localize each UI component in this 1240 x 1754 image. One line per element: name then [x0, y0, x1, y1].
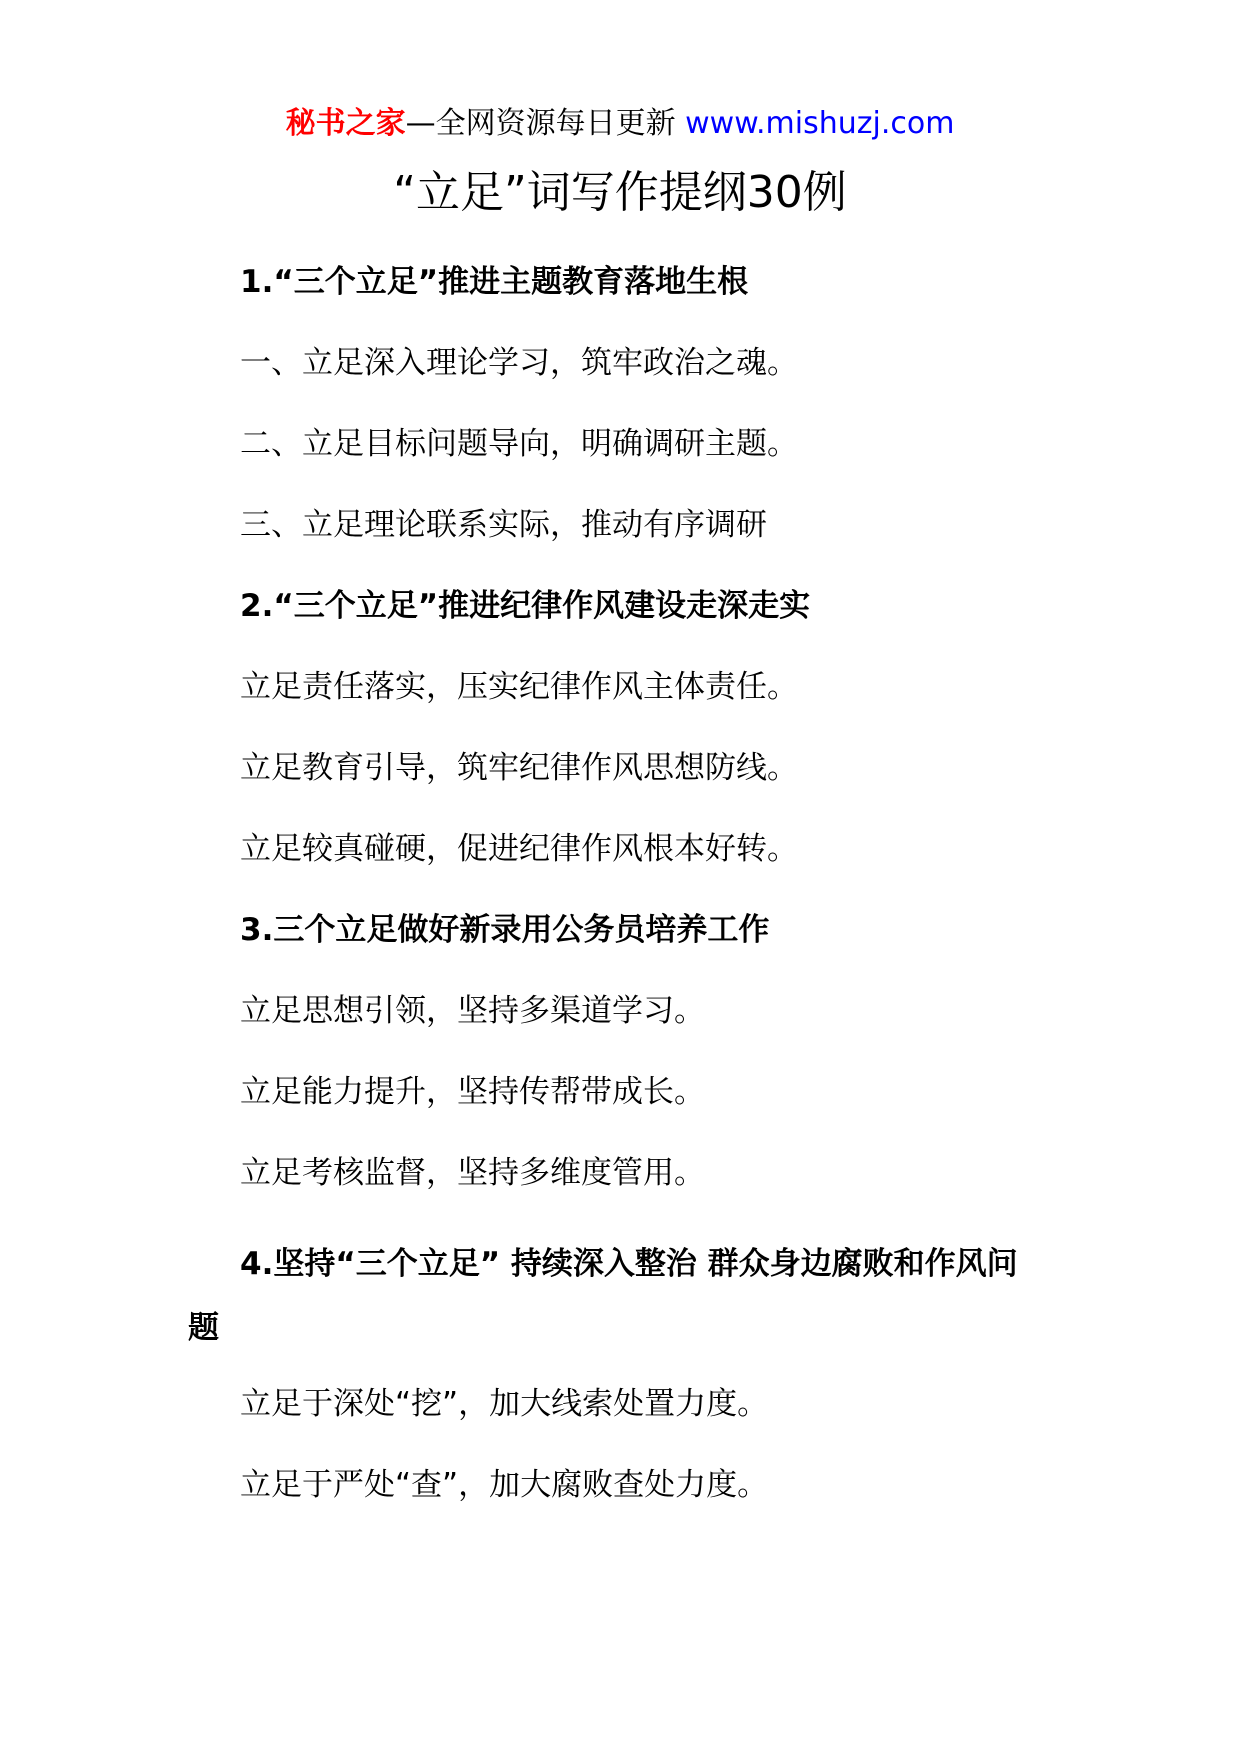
outline-item: 立足考核监督，坚持多维度管用。 [240, 1155, 705, 1191]
site-url-link[interactable]: www.mishuzj.com [685, 106, 955, 141]
site-tagline: —全网资源每日更新 [405, 106, 676, 141]
outline-item: 立足能力提升，坚持传帮带成长。 [240, 1074, 705, 1110]
outline-item: 二、立足目标问题导向，明确调研主题。 [240, 426, 798, 462]
section-heading: 4.坚持“三个立足” 持续深入整治 群众身边腐败和作风问题 [188, 1246, 1018, 1346]
section-heading: 2.“三个立足”推进纪律作风建设走深走实 [240, 588, 811, 624]
outline-item: 立足于深处“挖”，加大线索处置力度。 [240, 1386, 769, 1422]
outline-item: 立足较真碰硬，促进纪律作风根本好转。 [240, 831, 798, 867]
outline-item: 立足责任落实，压实纪律作风主体责任。 [240, 669, 798, 705]
outline-item: 一、立足深入理论学习，筑牢政治之魂。 [240, 345, 798, 381]
outline-item: 立足思想引领，坚持多渠道学习。 [240, 993, 705, 1029]
document-body [188, 260, 1048, 1544]
outline-item: 立足于严处“查”，加大腐败查处力度。 [240, 1467, 769, 1503]
document-title: “立足”词写作提纲30例 [393, 167, 847, 218]
outline-item: 立足教育引导，筑牢纪律作风思想防线。 [240, 750, 798, 786]
section-heading: 3.三个立足做好新录用公务员培养工作 [240, 912, 770, 948]
site-name: 秘书之家 [285, 106, 406, 141]
section-heading: 1.“三个立足”推进主题教育落地生根 [240, 264, 749, 300]
outline-item: 三、立足理论联系实际，推动有序调研 [240, 507, 767, 543]
site-header [0, 104, 1240, 144]
